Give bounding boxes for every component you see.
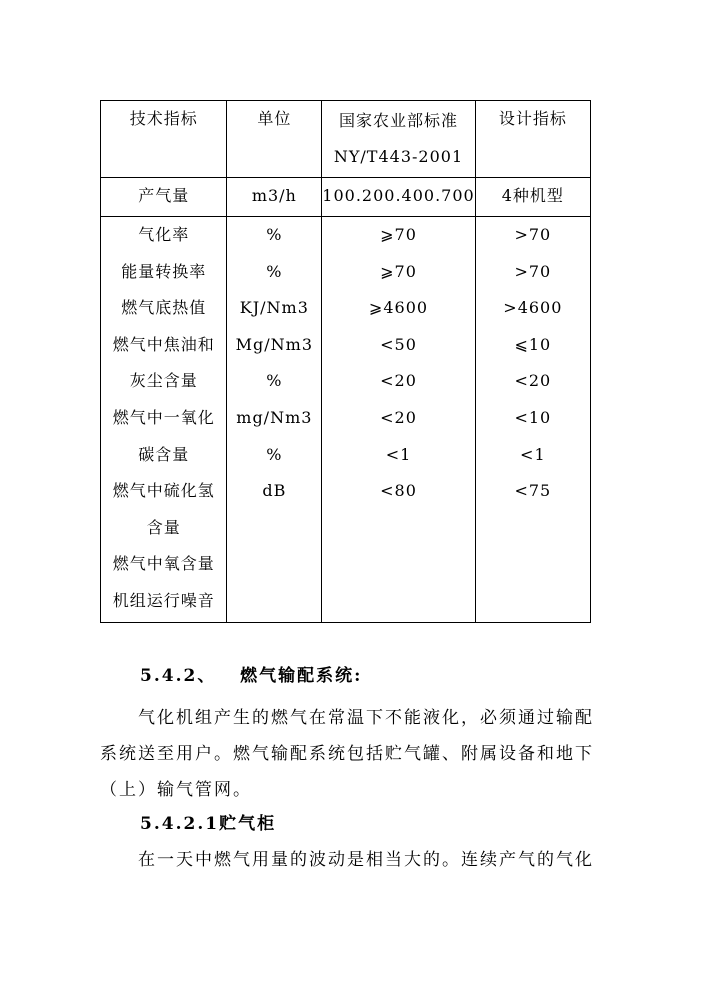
header-standard-title: 国家农业部标准 (338, 111, 458, 130)
design-line: <75 (514, 481, 552, 501)
design-line: <20 (514, 371, 552, 391)
indicator-list-cell (101, 217, 227, 623)
unit-line: % (266, 371, 283, 391)
indicator-line: 燃气底热值 (121, 298, 207, 318)
unit-line: KJ/Nm3 (239, 298, 309, 318)
design-line: >70 (514, 225, 552, 244)
unit-list-cell (227, 217, 322, 623)
table-header-row (101, 101, 591, 178)
cell-indicator: 产气量 (101, 178, 227, 217)
header-standard-code: NY/T443-2001 (333, 147, 464, 166)
header-design: 设计指标 (475, 101, 590, 178)
indicator-line: 气化率 (138, 225, 190, 244)
spec-table (100, 100, 591, 623)
design-list-cell (475, 217, 590, 623)
unit-line: % (266, 444, 283, 464)
standard-line: ⩾70 (380, 225, 417, 244)
cell-unit: m3/h (227, 178, 322, 217)
section-heading-5421 (140, 806, 640, 842)
indicator-line: 碳含量 (138, 444, 190, 464)
section-number: 5.4.2、 (140, 666, 217, 686)
table-row (101, 178, 591, 217)
unit-line: % (266, 225, 283, 244)
unit-line: dB (262, 481, 287, 501)
design-line: <10 (514, 407, 552, 427)
indicator-line: 燃气中氧含量 (112, 554, 215, 574)
cell-standard: 100.200.400.700 (322, 178, 475, 217)
indicator-line: 灰尘含量 (129, 371, 198, 391)
standard-line: <50 (380, 334, 417, 354)
indicator-line: 能量转换率 (121, 261, 207, 281)
design-line: >70 (514, 261, 552, 281)
header-standard (322, 101, 475, 178)
standard-list-cell (322, 217, 475, 623)
design-line: >4600 (503, 298, 563, 318)
indicator-line: 燃气中一氧化 (112, 407, 215, 427)
design-line: ⩽10 (514, 334, 552, 354)
section-number: 5.4.2.1 (140, 814, 220, 834)
standard-line: ⩾70 (380, 261, 417, 281)
unit-line: Mg/Nm3 (235, 334, 314, 354)
unit-line: mg/Nm3 (236, 407, 313, 427)
design-line: <1 (520, 444, 546, 464)
indicator-line: 燃气中焦油和 (112, 334, 215, 354)
standard-line: ⩾4600 (368, 298, 429, 318)
header-indicator: 技术指标 (101, 101, 227, 178)
header-unit: 单位 (227, 101, 322, 178)
standard-line: <80 (380, 481, 417, 501)
paragraph: 气化机组产生的燃气在常温下不能液化，必须通过输配系统送至用户。燃气输配系统包括贮气罐、附属设备和地下（上）输气管网。 (100, 708, 594, 800)
indicator-line: 机组运行噪音 (112, 590, 215, 610)
indicator-line: 燃气中硫化氢 (112, 481, 215, 501)
section-title: 燃气输配系统: (240, 666, 363, 686)
standard-line: <1 (385, 444, 412, 464)
standard-line: <20 (380, 407, 417, 427)
indicator-line: 含量 (146, 517, 181, 537)
table-row (101, 217, 591, 623)
standard-line: <20 (380, 371, 417, 391)
unit-line: % (266, 261, 283, 281)
section-title: 贮气柜 (219, 814, 277, 834)
section-heading-542 (140, 658, 640, 694)
paragraph: 在一天中燃气用量的波动是相当大的。连续产气的气化 (138, 850, 594, 870)
cell-design: 4种机型 (475, 178, 590, 217)
